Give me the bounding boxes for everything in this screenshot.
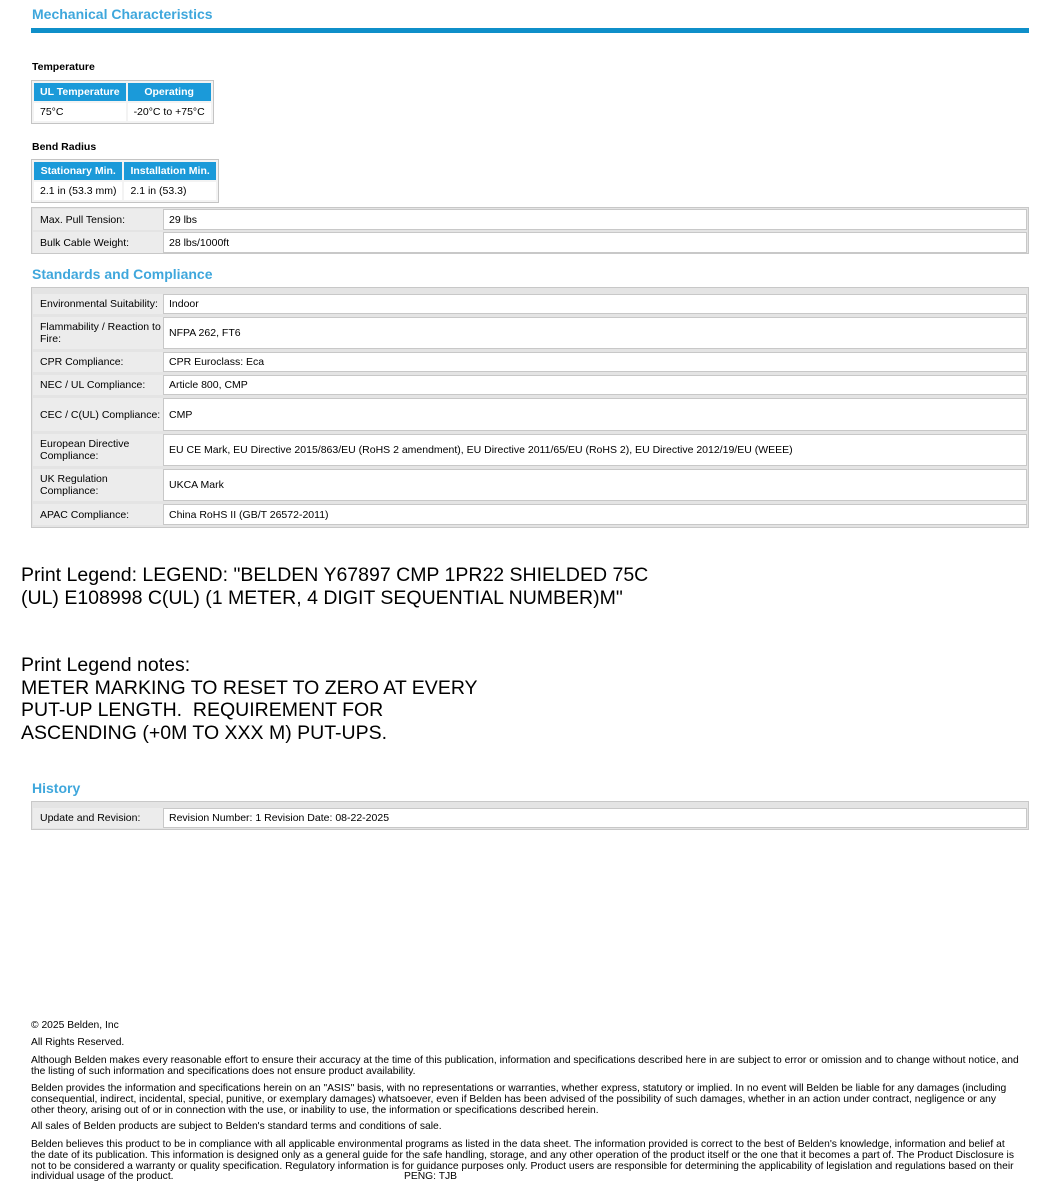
bend-radius-table	[31, 159, 219, 203]
operating-header: Operating	[128, 83, 211, 101]
row-value: Article 800, CMP	[163, 375, 1027, 395]
row-value: UKCA Mark	[163, 469, 1027, 501]
table-row	[32, 807, 1028, 829]
stationary-min-value: 2.1 in (53.3 mm)	[34, 182, 122, 200]
temperature-table	[31, 80, 214, 124]
disclaimer-asis: Belden provides the information and specifications herein on an "ASIS" basis, with no representations or warranties, whether express, statutory or implied. In no event will Belden be liable for any damages (including consequential, indirect, incidental, special, punitive, or exemplary damages) whatsoever, even if Belden has been advised of the possibility of such damages, whether in an action under contract, negligence or any other theory, arising out of or in connection with the use, or inability to use, the information or specifications described herein.	[31, 1083, 1007, 1116]
row-value: Indoor	[163, 294, 1027, 314]
bend-radius-label: Bend Radius	[32, 141, 97, 153]
copyright: © 2025 Belden, Inc	[31, 1020, 119, 1031]
row-label: UK Regulation Compliance:	[33, 469, 166, 501]
standards-section-title: Standards and Compliance	[32, 266, 213, 282]
disclaimer-accuracy: Although Belden makes every reasonable effort to ensure their accuracy at the time of this publication, information and specifications described here in are subject to error or omission and to change without notice, and the listing of such information and specifications does not ensure product availability.	[31, 1055, 1019, 1077]
history-section-title: History	[32, 780, 81, 796]
row-value: NFPA 262, FT6	[163, 317, 1027, 349]
row-label: NEC / UL Compliance:	[33, 375, 166, 395]
installation-min-header: Installation Min.	[124, 162, 215, 180]
mechanical-section-title: Mechanical Characteristics	[32, 6, 213, 22]
row-value: 29 lbs	[163, 209, 1027, 230]
ul-temperature-header: UL Temperature	[34, 83, 126, 101]
table-row	[32, 293, 1028, 315]
row-value: Revision Number: 1 Revision Date: 08-22-2025	[163, 808, 1027, 828]
row-label: Environmental Suitability:	[33, 294, 166, 314]
row-label: CEC / C(UL) Compliance:	[33, 398, 166, 431]
row-label: European Directive Compliance:	[33, 434, 166, 466]
table-row	[32, 503, 1028, 526]
table-row	[32, 316, 1028, 350]
row-value: EU CE Mark, EU Directive 2015/863/EU (RoHS 2 amendment), EU Directive 2011/65/EU (RoHS 2), EU Directive 2012/19/EU (WEEE)	[163, 434, 1027, 466]
table-row	[32, 208, 1028, 231]
row-value: CMP	[163, 398, 1027, 431]
row-label: CPR Compliance:	[33, 352, 166, 372]
row-label: Update and Revision:	[33, 808, 166, 828]
operating-value: -20°C to +75°C	[128, 103, 211, 121]
table-row	[32, 397, 1028, 432]
ul-temperature-value: 75°C	[34, 103, 126, 121]
row-label: Bulk Cable Weight:	[33, 232, 166, 253]
temperature-label: Temperature	[32, 61, 95, 73]
table-row	[32, 468, 1028, 502]
history-table	[31, 801, 1029, 830]
peng-code: PENG: TJB	[404, 1171, 458, 1182]
table-row	[32, 433, 1028, 467]
disclaimer-compliance: Belden believes this product to be in compliance with all applicable environmental programs as listed in the data sheet. The information provided is correct to the best of Belden's knowledge, information and belief at the date of its publication. This information is designed only as a general guide for the safe handling, storage, and any other operation of the product itself or the one that it becomes a part of. The Product Disclosure is not to be considered a warranty or quality specification. Regulatory information is for guidance purposes only. Product users are responsible for determining the applicability of legislation and regulations based on their individual usage of the product.	[31, 1139, 1014, 1183]
row-label: APAC Compliance:	[33, 504, 166, 525]
print-legend: Print Legend: LEGEND: "BELDEN Y67897 CMP 1PR22 SHIELDED 75C (UL) E108998 C(UL) (1 METER, 4 DIGIT SEQUENTIAL NUMBER)M"	[21, 564, 649, 609]
section-divider	[31, 28, 1029, 33]
mechanical-properties-table	[31, 207, 1029, 254]
standards-table	[31, 287, 1029, 528]
stationary-min-header: Stationary Min.	[34, 162, 122, 180]
row-value: CPR Euroclass: Eca	[163, 352, 1027, 372]
table-row	[32, 351, 1028, 373]
terms-of-sale: All sales of Belden products are subject to Belden's standard terms and conditions of sale.	[31, 1121, 442, 1132]
row-label: Flammability / Reaction to Fire:	[33, 317, 166, 349]
row-label: Max. Pull Tension:	[33, 209, 166, 230]
table-row	[32, 231, 1028, 254]
print-legend-notes: Print Legend notes: METER MARKING TO RESET TO ZERO AT EVERY PUT-UP LENGTH. REQUIREMENT FOR ASCENDING (+0M TO XXX M) PUT-UPS.	[21, 654, 478, 744]
row-value: China RoHS II (GB/T 26572-2011)	[163, 504, 1027, 525]
table-row	[32, 374, 1028, 396]
row-value: 28 lbs/1000ft	[163, 232, 1027, 253]
rights-reserved: All Rights Reserved.	[31, 1037, 125, 1048]
installation-min-value: 2.1 in (53.3)	[124, 182, 215, 200]
